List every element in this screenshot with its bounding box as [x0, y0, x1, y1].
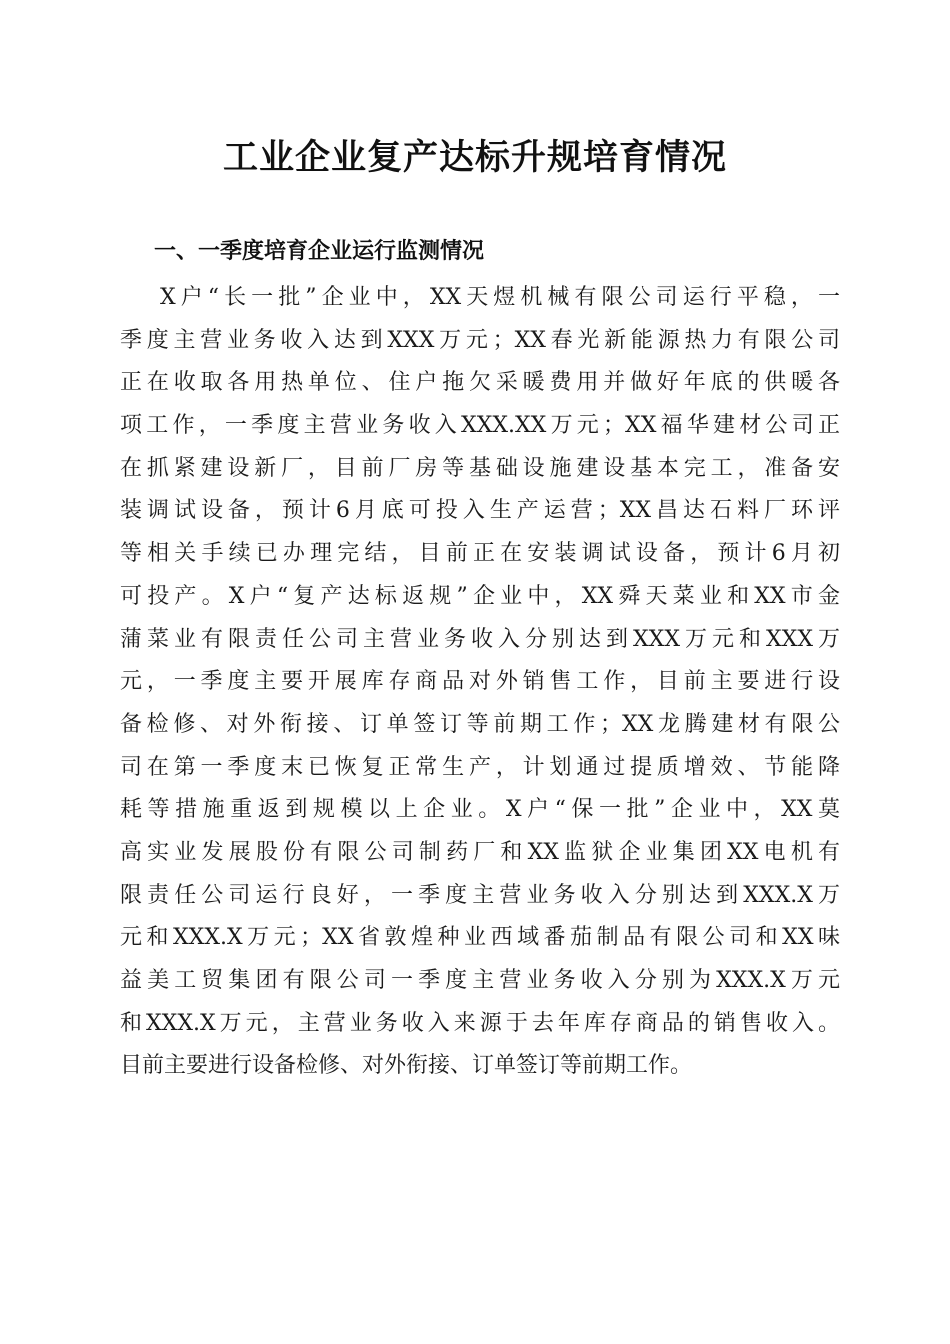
paragraph-line: 司在第一季度末已恢复正常生产，计划通过提质增效、节能降 — [120, 754, 840, 780]
paragraph-line: 和XXX.X万元，主营业务收入来源于去年库存商品的销售收入。 — [120, 1010, 840, 1036]
paragraph-line: 在抓紧建设新厂，目前厂房等基础设施建设基本完工，准备安 — [120, 455, 840, 481]
paragraph-line: 高实业发展股份有限公司制药厂和XX监狱企业集团XX电机有 — [120, 839, 840, 865]
paragraph-line: 蒲菜业有限责任公司主营业务收入分别达到XXX万元和XXX万 — [120, 626, 840, 652]
paragraph-line: 项工作，一季度主营业务收入XXX.XX万元；XX福华建材公司正 — [120, 413, 840, 439]
paragraph-line: 季度主营业务收入达到XXX万元；XX春光新能源热力有限公司 — [120, 327, 840, 353]
paragraph-line: X户“长一批”企业中，XX天煜机械有限公司运行平稳，一 — [160, 285, 840, 310]
paragraph-line: 备检修、对外衔接、订单签订等前期工作；XX龙腾建材有限公 — [120, 711, 840, 737]
paragraph-line: 装调试设备，预计6月底可投入生产运营；XX昌达石料厂环评 — [120, 498, 840, 524]
paragraph-line: 元，一季度主要开展库存商品对外销售工作，目前主要进行设 — [120, 669, 840, 695]
paragraph-line: 等相关手续已办理完结，目前正在安装调试设备，预计6月初 — [120, 541, 840, 567]
paragraph-line: 目前主要进行设备检修、对外衔接、订单签订等前期工作。 — [120, 1053, 693, 1079]
paragraph-line: 元和XXX.X万元；XX省敦煌种业西域番茄制品有限公司和XX味 — [120, 925, 840, 951]
section-heading: 一、一季度培育企业运行监测情况 — [154, 239, 485, 264]
paragraph-line: 益美工贸集团有限公司一季度主营业务收入分别为XXX.X万元 — [120, 968, 840, 993]
paragraph-line: 正在收取各用热单位、住户拖欠采暖费用并做好年底的供暖各 — [120, 370, 840, 396]
paragraph-line: 限责任公司运行良好，一季度主营业务收入分别达到XXX.X万 — [120, 882, 840, 908]
document-title: 工业企业复产达标升规培育情况 — [222, 137, 727, 178]
body-paragraph — [120, 277, 840, 1088]
paragraph-line: 可投产。X户“复产达标返规”企业中，XX舜天菜业和XX市金 — [120, 583, 840, 609]
paragraph-line: 耗等措施重返到规模以上企业。X户“保一批”企业中，XX莫 — [120, 797, 840, 823]
